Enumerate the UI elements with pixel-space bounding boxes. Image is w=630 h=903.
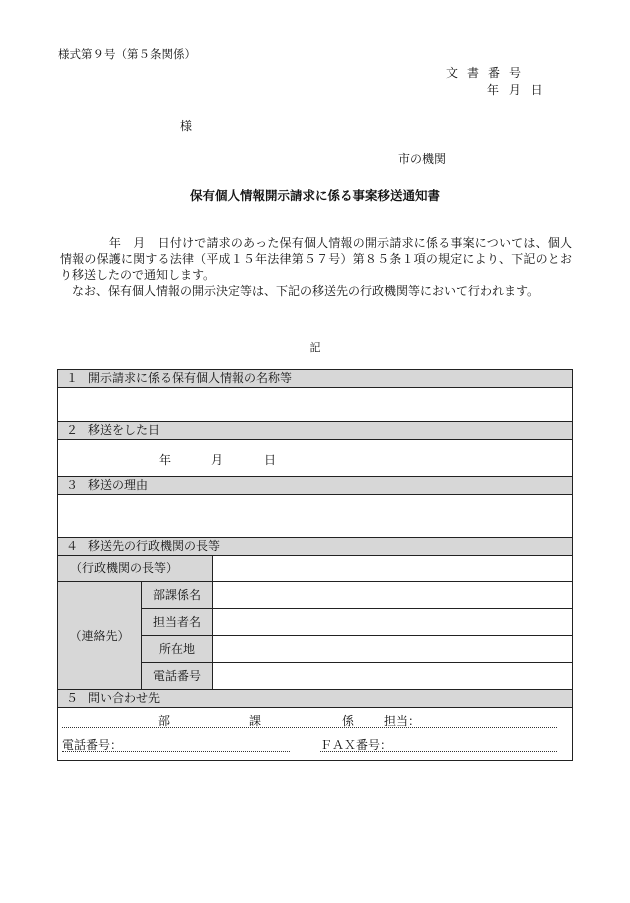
inquiry-dept-label: 部 bbox=[158, 714, 171, 728]
contact-row bbox=[142, 609, 572, 636]
person-in-charge-label: 担当者名 bbox=[142, 609, 213, 635]
notice-body bbox=[60, 235, 572, 299]
section-5-number: ５ bbox=[66, 691, 79, 705]
department-label: 部課係名 bbox=[142, 582, 213, 608]
agency-head-field[interactable] bbox=[213, 556, 572, 581]
contact-block bbox=[58, 582, 572, 690]
department-field[interactable] bbox=[213, 582, 572, 608]
sender-label: 市の機関 bbox=[398, 152, 447, 166]
section-1-header bbox=[58, 370, 572, 388]
document-date-label: 年 月 日 bbox=[487, 83, 543, 97]
inquiry-fax-label: ＦＡＸ番号： bbox=[320, 738, 393, 752]
section-2-date-field[interactable] bbox=[58, 440, 572, 477]
ki-label: 記 bbox=[309, 341, 321, 354]
inquiry-unit-label: 係 bbox=[342, 714, 355, 728]
person-in-charge-field[interactable] bbox=[213, 609, 572, 635]
contact-row bbox=[142, 582, 572, 609]
transfer-year-label: 年 bbox=[159, 453, 172, 467]
document-number-label: 文書番号 bbox=[446, 66, 531, 80]
inquiry-phone-label: 電話番号： bbox=[62, 738, 123, 752]
section-1-field[interactable] bbox=[58, 388, 572, 422]
phone-field[interactable] bbox=[213, 663, 572, 689]
contact-row bbox=[142, 636, 572, 663]
section-5-title: 問い合わせ先 bbox=[88, 691, 161, 705]
inquiry-block bbox=[58, 708, 572, 760]
transfer-day-label: 日 bbox=[264, 453, 277, 467]
transfer-month-label: 月 bbox=[211, 453, 224, 467]
section-3-title: 移送の理由 bbox=[88, 478, 149, 492]
inquiry-person-label: 担当： bbox=[384, 714, 421, 728]
section-3-header bbox=[58, 477, 572, 495]
section-4-title: 移送先の行政機関の長等 bbox=[88, 539, 221, 553]
section-5-header bbox=[58, 690, 572, 708]
contact-row bbox=[142, 663, 572, 689]
inquiry-line-1[interactable] bbox=[62, 727, 557, 728]
body-paragraph-1: 年 月 日付けで請求のあった保有個人情報の開示請求に係る事案については、個人情報の保護に関する法律（平成１５年法律第５７号）第８５条１項の規定により、下記のとおり移送したので通知します。 bbox=[60, 236, 572, 282]
addressee-label: 様 bbox=[180, 119, 193, 133]
address-field[interactable] bbox=[213, 636, 572, 662]
section-2-title: 移送をした日 bbox=[88, 423, 161, 437]
section-4-number: ４ bbox=[66, 539, 79, 553]
body-paragraph-2: なお、保有個人情報の開示決定等は、下記の移送先の行政機関等において行われます。 bbox=[60, 284, 540, 298]
notice-form-table bbox=[57, 369, 573, 761]
section-1-number: １ bbox=[66, 371, 79, 385]
agency-head-label: （行政機関の長等） bbox=[58, 556, 213, 581]
section-4-header bbox=[58, 538, 572, 556]
section-2-header bbox=[58, 422, 572, 440]
phone-label: 電話番号 bbox=[142, 663, 213, 689]
section-2-number: ２ bbox=[66, 423, 79, 437]
form-number: 様式第９号（第５条関係） bbox=[58, 47, 196, 61]
address-label: 所在地 bbox=[142, 636, 213, 662]
inquiry-section-label: 課 bbox=[249, 714, 262, 728]
section-3-number: ３ bbox=[66, 478, 79, 492]
contact-label: （連絡先） bbox=[58, 582, 142, 689]
section-1-title: 開示請求に係る保有個人情報の名称等 bbox=[88, 371, 293, 385]
document-title: 保有個人情報開示請求に係る事案移送通知書 bbox=[189, 188, 440, 203]
section-3-field[interactable] bbox=[58, 495, 572, 538]
agency-head-row bbox=[58, 556, 572, 582]
